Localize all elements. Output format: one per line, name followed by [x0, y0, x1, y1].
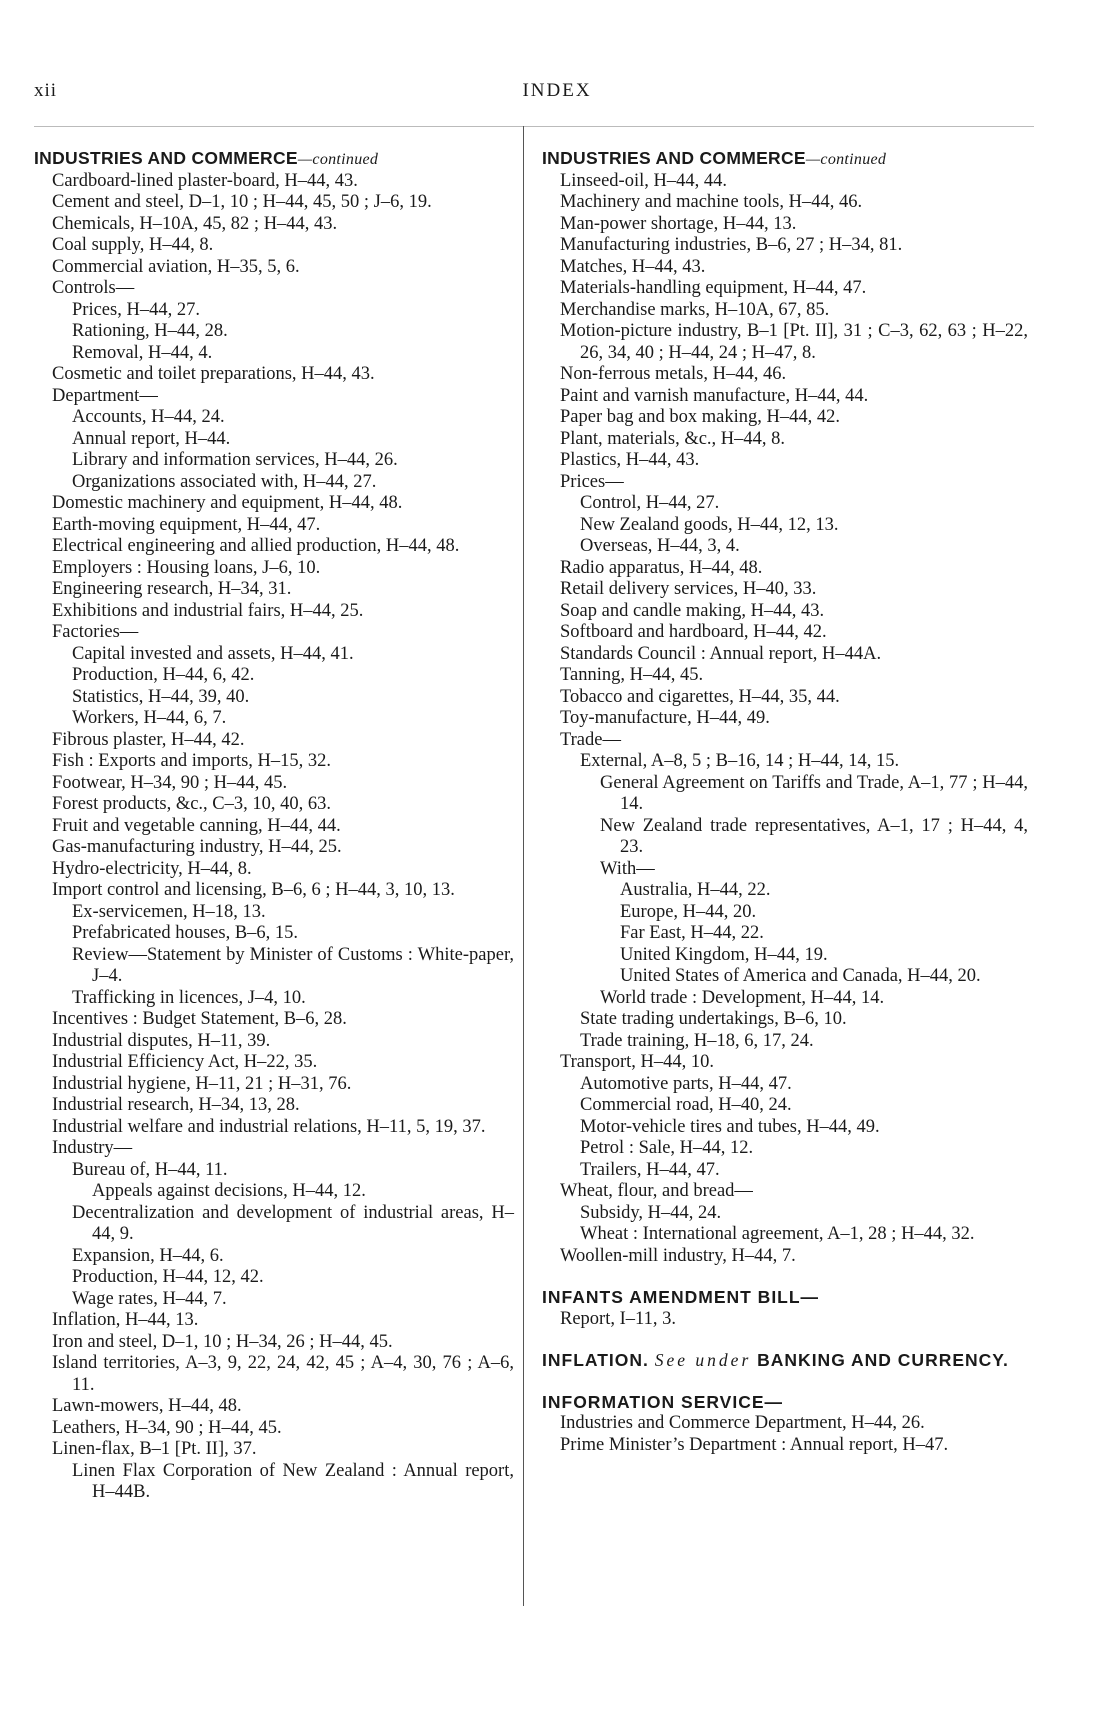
right-column: [542, 148, 1028, 1456]
index-entry: External, A–8, 5 ; B–16, 14 ; H–44, 14, 15.: [580, 751, 900, 771]
index-entry: Electrical engineering and allied production, H–44, 48.: [52, 536, 460, 556]
index-entry: Tobacco and cigarettes, H–44, 35, 44.: [560, 686, 840, 707]
index-entry: Automotive parts, H–44, 47.: [580, 1073, 792, 1094]
index-entry: Australia, H–44, 22.: [620, 880, 771, 900]
index-entry: Machinery and machine tools, H–44, 46.: [560, 192, 863, 212]
index-entry: Far East, H–44, 22.: [620, 923, 764, 943]
index-entry: Decentralization and development of industrial areas, H–44, 9.: [72, 1202, 514, 1244]
index-entry: Wage rates, H–44, 7.: [72, 1288, 227, 1309]
page-number: xii: [34, 80, 58, 101]
index-entry: Rationing, H–44, 28.: [72, 321, 228, 341]
index-entry: Department—: [52, 385, 158, 406]
index-entry: Cardboard-lined plaster-board, H–44, 43.: [52, 170, 358, 191]
index-entry: Petrol : Sale, H–44, 12.: [580, 1138, 754, 1158]
header-rule: [34, 126, 1034, 127]
see-under-reference: See under: [654, 1350, 752, 1370]
index-entry: Prices, H–44, 27.: [72, 299, 200, 320]
index-entry: Industrial Efficiency Act, H–22, 35.: [52, 1052, 318, 1072]
index-entry: Inflation, H–44, 13.: [52, 1310, 199, 1330]
index-entry: Transport, H–44, 10.: [560, 1052, 715, 1072]
index-entry: Cosmetic and toilet preparations, H–44, 43.: [52, 364, 375, 384]
index-entry: Soap and candle making, H–44, 43.: [560, 600, 825, 621]
index-entry: Linen Flax Corporation of New Zealand : Annual report, H–44B.: [72, 1460, 514, 1502]
index-entry: United Kingdom, H–44, 19.: [620, 944, 828, 965]
index-entry: Workers, H–44, 6, 7.: [72, 708, 227, 728]
index-entry: Gas-manufacturing industry, H–44, 25.: [52, 837, 342, 857]
index-entry: Trade—: [560, 729, 621, 750]
index-entry: Annual report, H–44.: [72, 428, 231, 449]
index-entry: Commercial road, H–40, 24.: [580, 1095, 792, 1115]
index-entry: Import control and licensing, B–6, 6 ; H–44, 3, 10, 13.: [52, 880, 455, 900]
section-heading-text: INDUSTRIES AND COMMERCE: [542, 148, 806, 168]
index-entry: Toy-manufacture, H–44, 49.: [560, 708, 770, 728]
index-entry: Employers : Housing loans, J–6, 10.: [52, 557, 321, 578]
index-entry: Iron and steel, D–1, 10 ; H–34, 26 ; H–44, 45.: [52, 1331, 393, 1352]
index-entry: Industrial research, H–34, 13, 28.: [52, 1095, 300, 1115]
continued-note: —continued: [805, 151, 887, 168]
index-entry: Bureau of, H–44, 11.: [72, 1159, 228, 1180]
index-entry: Wheat : International agreement, A–1, 28 ; H–44, 32.: [580, 1224, 975, 1244]
inflation-heading: [542, 1350, 1028, 1372]
index-entry: Report, I–11, 3.: [560, 1308, 676, 1329]
index-entry: Motor-vehicle tires and tubes, H–44, 49.: [580, 1116, 880, 1137]
index-entry: Fibrous plaster, H–44, 42.: [52, 729, 245, 750]
index-entry: Incentives : Budget Statement, B–6, 28.: [52, 1009, 347, 1029]
section-heading: [34, 148, 514, 171]
index-entry: Linen-flax, B–1 [Pt. II], 37.: [52, 1439, 257, 1459]
index-entry: Fish : Exports and imports, H–15, 32.: [52, 751, 332, 771]
index-entry: Appeals against decisions, H–44, 12.: [92, 1181, 366, 1201]
index-entry: With—: [600, 858, 655, 879]
information-service-heading: INFORMATION SERVICE—: [542, 1391, 784, 1412]
infants-heading: INFANTS AMENDMENT BILL—: [542, 1287, 820, 1307]
index-entry: Europe, H–44, 20.: [620, 901, 757, 922]
index-entry: Plastics, H–44, 43.: [560, 450, 700, 470]
page-title: INDEX: [522, 80, 592, 101]
index-entry: Plant, materials, &c., H–44, 8.: [560, 428, 786, 449]
index-entry: Industrial disputes, H–11, 39.: [52, 1030, 271, 1051]
index-entry: Softboard and hardboard, H–44, 42.: [560, 622, 827, 642]
index-entry: Capital invested and assets, H–44, 41.: [72, 643, 354, 664]
index-entry: New Zealand goods, H–44, 12, 13.: [580, 514, 839, 535]
index-entry: Man-power shortage, H–44, 13.: [560, 213, 797, 234]
index-entry: Cement and steel, D–1, 10 ; H–44, 45, 50 ; J–6, 19.: [52, 192, 432, 212]
infants-entry-list: [542, 1309, 1028, 1331]
index-entry: Woollen-mill industry, H–44, 7.: [560, 1245, 796, 1266]
index-entry: Wheat, flour, and bread—: [560, 1181, 753, 1201]
index-entry: Industry—: [52, 1138, 133, 1158]
index-entry: Paint and varnish manufacture, H–44, 44.: [560, 385, 869, 406]
index-entry: Ex-servicemen, H–18, 13.: [72, 901, 266, 922]
index-entry: Earth-moving equipment, H–44, 47.: [52, 514, 321, 535]
index-entry: Trafficking in licences, J–4, 10.: [72, 987, 306, 1008]
index-entry: Exhibitions and industrial fairs, H–44, 25.: [52, 600, 364, 621]
index-entry: World trade : Development, H–44, 14.: [600, 987, 885, 1008]
index-entry: Coal supply, H–44, 8.: [52, 235, 214, 255]
left-column: [34, 148, 514, 1504]
index-entry: Non-ferrous metals, H–44, 46.: [560, 364, 787, 384]
index-entry: United States of America and Canada, H–44, 20.: [620, 966, 981, 986]
index-entry: Lawn-mowers, H–44, 48.: [52, 1396, 242, 1416]
index-entry: Industrial hygiene, H–11, 21 ; H–31, 76.: [52, 1073, 352, 1094]
index-entry: Retail delivery services, H–40, 33.: [560, 579, 817, 599]
index-entry: Radio apparatus, H–44, 48.: [560, 557, 763, 578]
inflation-heading-text: INFLATION.: [542, 1350, 649, 1370]
index-entry: Trade training, H–18, 6, 17, 24.: [580, 1030, 814, 1051]
index-entry: Controls—: [52, 278, 135, 298]
section-heading: [542, 148, 1028, 171]
index-entry: Domestic machinery and equipment, H–44, 48.: [52, 493, 403, 513]
index-entry: Expansion, H–44, 6.: [72, 1245, 224, 1266]
index-entry: Accounts, H–44, 24.: [72, 407, 225, 427]
index-entry: Motion-picture industry, B–1 [Pt. II], 31 ; C–3, 62, 63 ; H–22, 26, 34, 40 ; H–44, 24 ; H–47, 8.: [560, 321, 1028, 363]
index-entry: Subsidy, H–44, 24.: [580, 1202, 722, 1223]
index-entry: Review—Statement by Minister of Customs : White-paper, J–4.: [72, 944, 514, 986]
index-entry: Production, H–44, 6, 42.: [72, 665, 255, 685]
index-entry: Trailers, H–44, 47.: [580, 1159, 720, 1180]
index-entry: Hydro-electricity, H–44, 8.: [52, 858, 252, 879]
index-entry: Tanning, H–44, 45.: [560, 665, 704, 685]
index-entry: Control, H–44, 27.: [580, 493, 720, 513]
index-entry: Prime Minister’s Department : Annual report, H–47.: [560, 1434, 949, 1455]
index-entry: Matches, H–44, 43.: [560, 256, 706, 277]
index-entry: Industries and Commerce Department, H–44, 26.: [560, 1413, 925, 1433]
index-entry: Materials-handling equipment, H–44, 47.: [560, 278, 867, 298]
index-entry: State trading undertakings, B–6, 10.: [580, 1009, 847, 1029]
index-entry: Production, H–44, 12, 42.: [72, 1267, 264, 1287]
index-entry: Linseed-oil, H–44, 44.: [560, 170, 727, 191]
cross-reference-target: BANKING AND CURRENCY.: [757, 1350, 1009, 1370]
index-entry: Footwear, H–34, 90 ; H–44, 45.: [52, 772, 288, 793]
index-entry: Prices—: [560, 471, 624, 492]
index-entry: Overseas, H–44, 3, 4.: [580, 536, 740, 556]
index-entry: Organizations associated with, H–44, 27.: [72, 471, 377, 492]
index-entry: Island territories, A–3, 9, 22, 24, 42, 45 ; A–4, 30, 76 ; A–6, 11.: [52, 1353, 514, 1395]
information-entry-list: [542, 1413, 1028, 1456]
index-entry: Prefabricated houses, B–6, 15.: [72, 923, 299, 943]
index-entry: Factories—: [52, 622, 139, 642]
column-divider: [523, 126, 524, 1606]
index-entry: Manufacturing industries, B–6, 27 ; H–34, 81.: [560, 235, 903, 255]
index-entry: Forest products, &c., C–3, 10, 40, 63.: [52, 794, 332, 814]
running-head: [0, 80, 1114, 104]
index-entry: Merchandise marks, H–10A, 67, 85.: [560, 299, 830, 320]
index-entry: Library and information services, H–44, 26.: [72, 450, 398, 470]
index-entry: Engineering research, H–34, 31.: [52, 579, 292, 599]
index-entry: Standards Council : Annual report, H–44A.: [560, 643, 882, 664]
index-entry: New Zealand trade representatives, A–1, 17 ; H–44, 4, 23.: [600, 815, 1028, 857]
index-entry: Commercial aviation, H–35, 5, 6.: [52, 256, 300, 277]
section-heading-text: INDUSTRIES AND COMMERCE: [34, 148, 298, 168]
index-entry: General Agreement on Tariffs and Trade, A–1, 77 ; H–44, 14.: [600, 772, 1028, 814]
continued-note: —continued: [297, 151, 379, 168]
index-entry: Removal, H–44, 4.: [72, 342, 213, 363]
entry-list: [34, 171, 514, 1504]
index-entry: Statistics, H–44, 39, 40.: [72, 686, 250, 707]
index-entry: Fruit and vegetable canning, H–44, 44.: [52, 815, 341, 836]
entry-list: [542, 171, 1028, 1268]
index-entry: Paper bag and box making, H–44, 42.: [560, 407, 841, 427]
index-entry: Leathers, H–34, 90 ; H–44, 45.: [52, 1417, 282, 1438]
index-entry: Chemicals, H–10A, 45, 82 ; H–44, 43.: [52, 213, 338, 234]
index-entry: Industrial welfare and industrial relations, H–11, 5, 19, 37.: [52, 1116, 486, 1137]
